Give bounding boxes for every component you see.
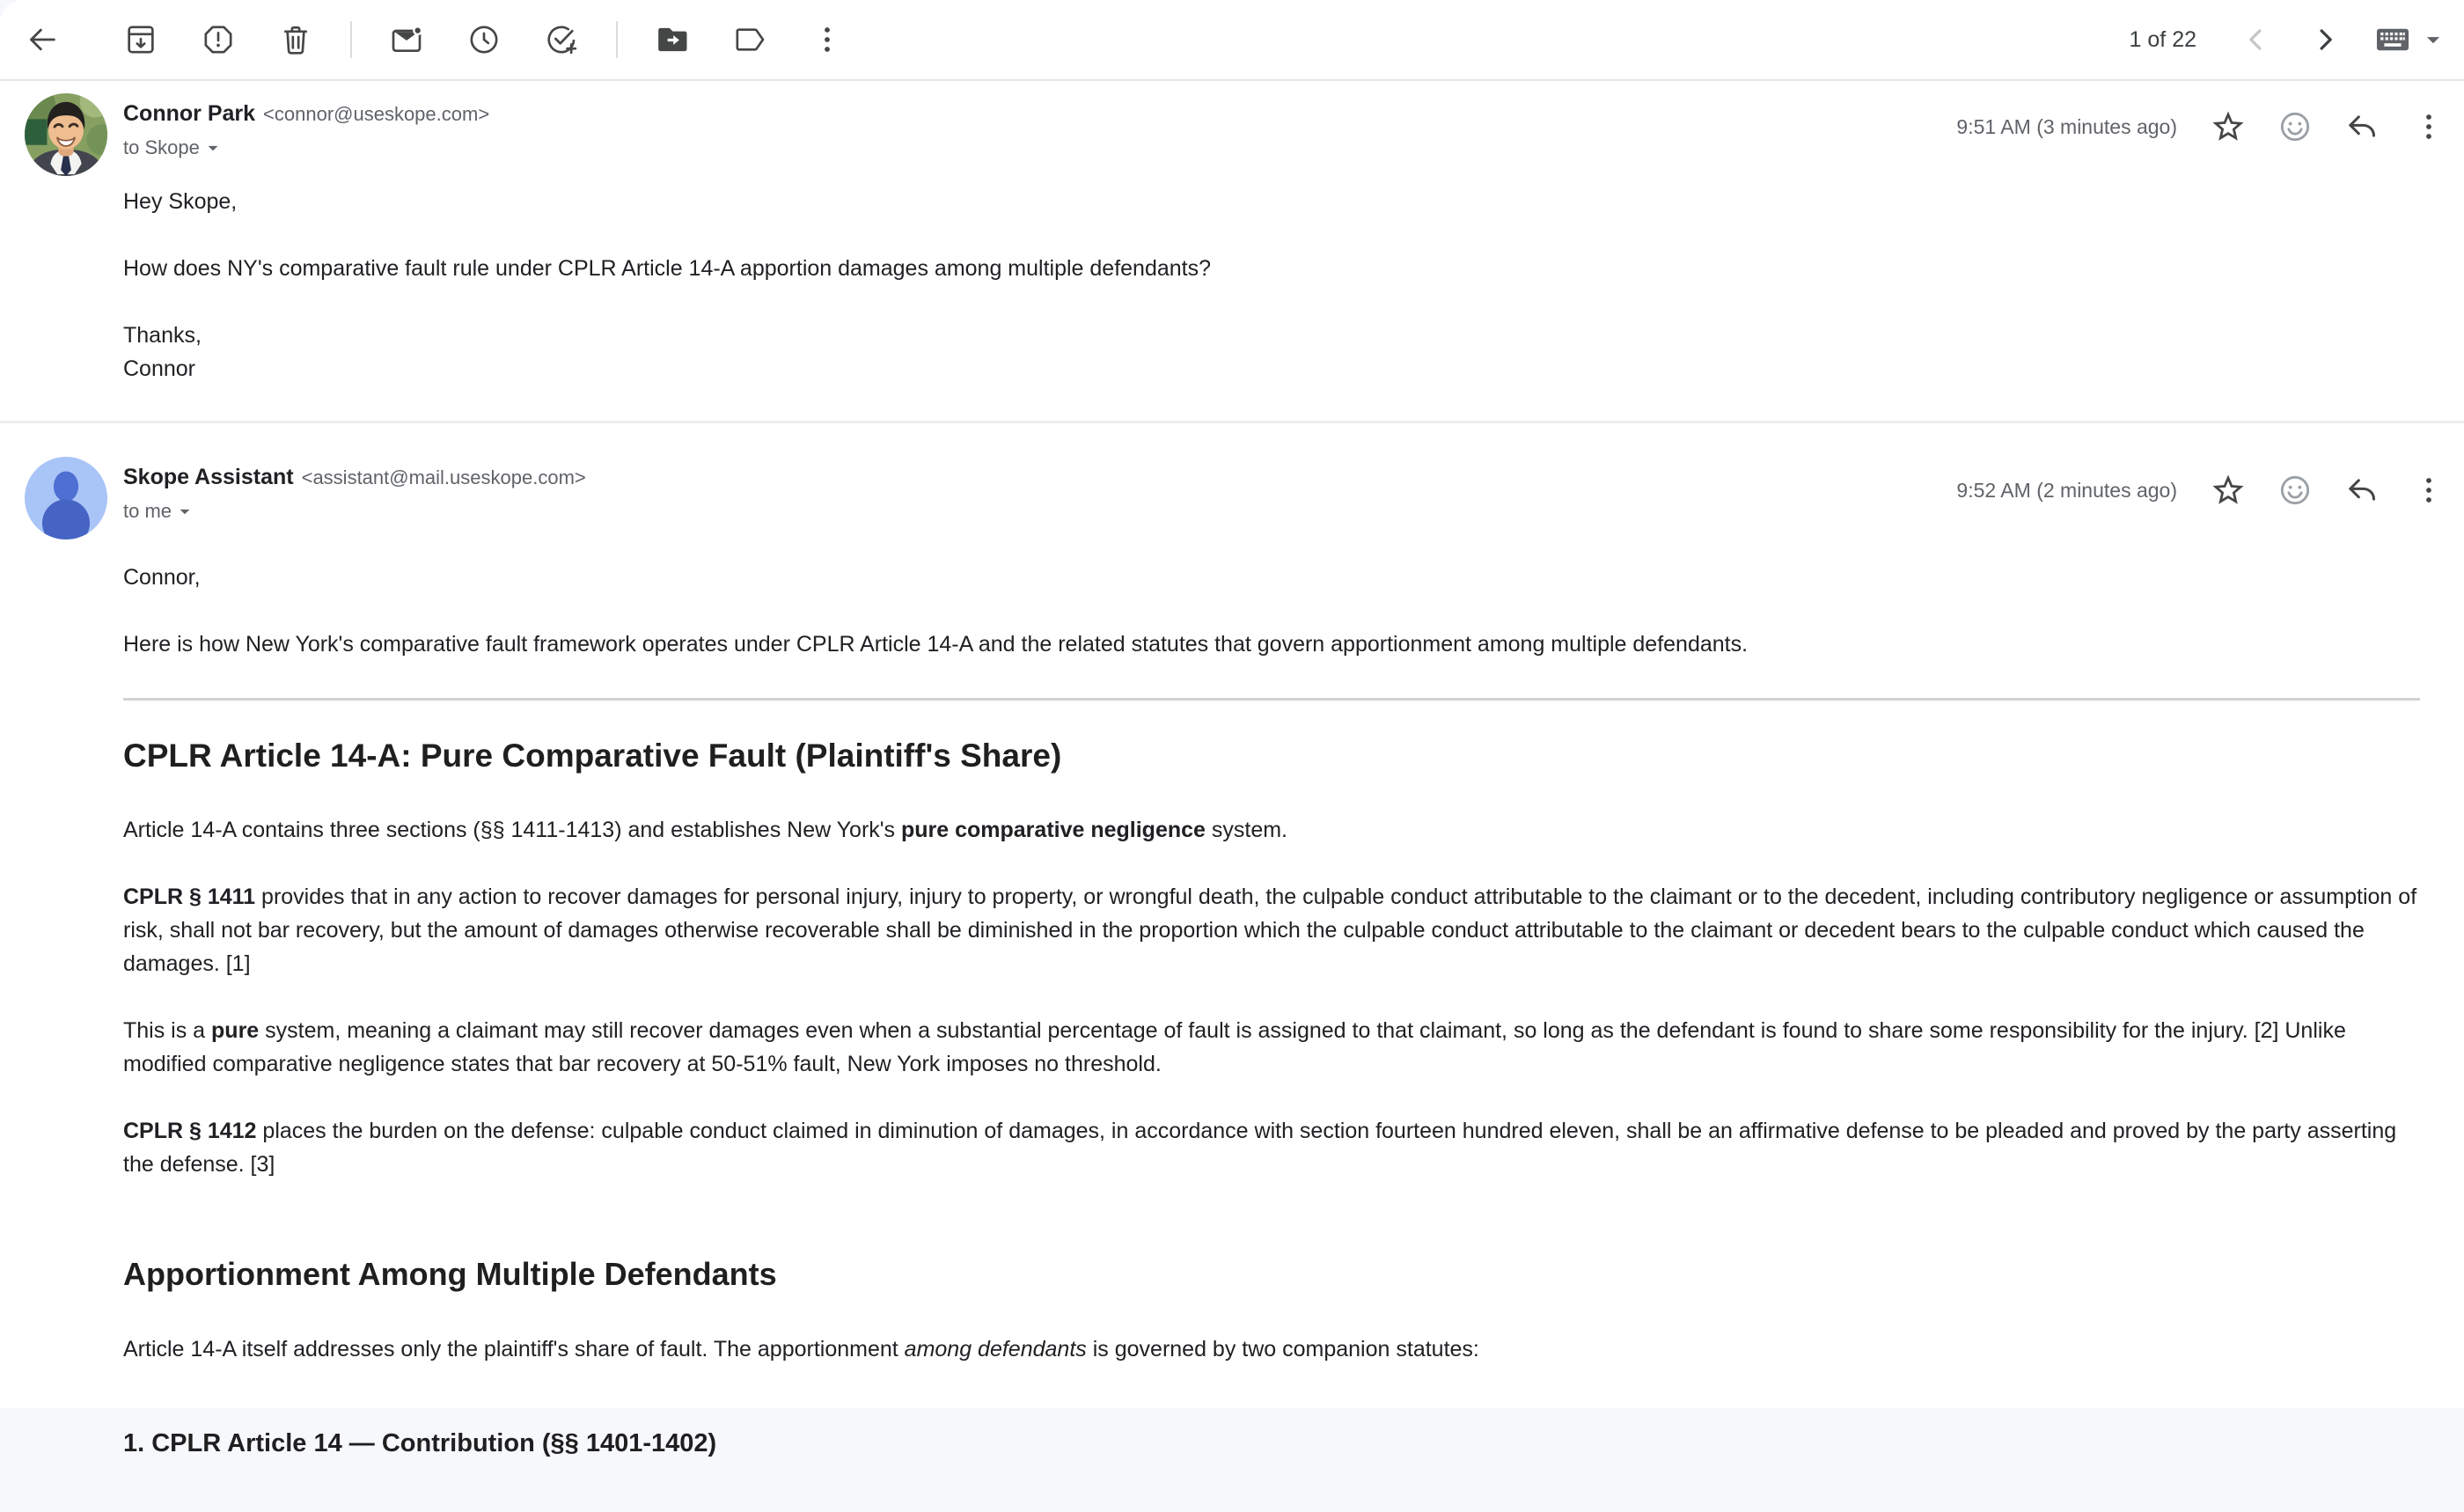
pagination-label: 1 of 22 [2129,26,2196,52]
emoji-button[interactable] [2272,467,2318,513]
move-to-button[interactable] [648,15,697,64]
add-to-tasks-button[interactable] [537,15,586,64]
move-to-folder-icon [655,22,690,57]
newer-conversation-button[interactable] [2232,15,2281,64]
generic-person-avatar [25,457,107,539]
email2-sender-block [123,457,1956,523]
snooze-button[interactable] [459,15,509,64]
email-message-1 [0,81,2464,421]
recipient-dropdown[interactable] [123,136,224,159]
email1-header [0,81,2464,176]
chevron-left-icon [2239,22,2274,57]
subsection-heading: 1. CPLR Article 14 — Contribution (§§ 1401-1402) [123,1429,717,1457]
star-button[interactable] [2205,104,2251,150]
archive-icon [123,22,158,57]
email2-header [0,423,2464,539]
timestamp: 9:51 AM (3 minutes ago) [1956,114,2177,138]
email1-signoff: Thanks, Connor [123,323,202,381]
email1-question: How does NY's comparative fault rule under CPLR Article 14-A apportion damages among multiple defendants? [123,256,1212,281]
sender-name: Skope Assistant [123,465,294,489]
email1-sender-block [123,93,1956,159]
report-spam-icon [201,22,236,57]
sender-avatar-connor[interactable] [25,93,107,176]
reply-button[interactable] [2339,467,2385,513]
keyboard-icon [2372,19,2413,60]
section2-heading: Apportionment Among Multiple Defendants [123,1256,777,1292]
toolbar-right-group [2130,15,2448,64]
toolbar-divider [350,21,352,58]
emoji-smile-icon [2277,473,2313,508]
mark-unread-button[interactable] [382,15,431,64]
sender-email: <assistant@mail.useskope.com> [301,466,586,488]
body-divider [123,698,2420,701]
cplr-1411-paragraph: CPLR § 1411 provides that in any action to recover damages for personal injury, injury to property, or wrongful death, the culpable conduct attributable to the claimant or to the decedent, including contributory negligence or assumption of risk, shall not bar recovery, but the amount of damages otherwise recoverable shall be diminished in the proportion which the culpable conduct attributable to the claimant or decedent bears to the culpable conduct which caused the damages. [1] [123,884,2417,976]
email2-intro: Here is how New York's comparative fault framework operates under CPLR Article 14-A and the related statutes that govern apportionment among multiple defendants. [123,632,1749,657]
emoji-button[interactable] [2272,104,2318,150]
chevron-right-icon [2307,22,2343,57]
label-icon [732,22,767,57]
connor-portrait [25,93,107,176]
pure-system-paragraph: This is a pure system, meaning a claimant may still recover damages even when a substantial percentage of fault is assigned to that claimant, so long as the defendant is found to share some responsibility for the injury. [2] Unlike modified comparative negligence states that bar recovery at 50-51% fault, New York imposes no threshold. [123,1018,2346,1076]
star-icon [2210,108,2247,145]
labels-button[interactable] [725,15,774,64]
recipient-label: to me [123,500,172,522]
toolbar-left-group [18,15,852,64]
snooze-icon [466,22,502,57]
email1-greeting: Hey Skope, [123,189,238,214]
older-conversation-button[interactable] [2300,15,2350,64]
add-to-tasks-icon [544,22,579,57]
reply-icon [2344,109,2380,144]
more-vert-icon [2411,109,2446,144]
mark-unread-icon [389,22,424,57]
more-vert-icon [2411,473,2446,508]
apportionment-paragraph: Article 14-A itself addresses only the plaintiff's share of fault. The apportionment among defendants is governed by two companion statutes: [123,1337,1479,1362]
overview-paragraph: Article 14-A contains three sections (§§ 1411-1413) and establishes New York's pure comparative negligence system. [123,818,1288,842]
message-more-button[interactable] [2406,104,2452,150]
section1-heading: CPLR Article 14-A: Pure Comparative Fault (Plaintiff's Share) [123,738,1062,774]
star-icon [2210,472,2247,509]
recipient-label: to Skope [123,136,200,158]
toolbar-divider [616,21,618,58]
delete-button[interactable] [271,15,320,64]
toolbar [0,0,2464,81]
sender-email: <connor@useskope.com> [263,103,490,125]
recipient-dropdown[interactable] [123,500,196,523]
emoji-smile-icon [2277,109,2313,144]
more-options-button[interactable] [803,15,852,64]
back-arrow-icon [25,22,60,57]
back-button[interactable] [18,15,67,64]
email1-actions [1956,93,2452,150]
arrow-drop-down-icon [2418,25,2448,55]
cplr-1412-paragraph: CPLR § 1412 places the burden on the defense: culpable conduct claimed in diminution of damages, in accordance with section fourteen hundred eleven, shall be an affirmative defense to be pleaded and proved by the party asserting the defense. [3] [123,1119,2397,1177]
reply-icon [2344,473,2380,508]
chevron-down-icon [173,500,196,523]
star-button[interactable] [2205,467,2251,513]
sender-avatar-assistant[interactable] [25,457,107,539]
email2-greeting: Connor, [123,565,201,590]
email1-body [0,176,2464,421]
email-message-2 [0,423,2464,1512]
archive-button[interactable] [116,15,165,64]
reply-button[interactable] [2339,104,2385,150]
report-spam-button[interactable] [194,15,243,64]
delete-icon [278,22,313,57]
sender-name: Connor Park [123,101,256,126]
chevron-down-icon [202,136,224,159]
email2-body [0,539,2464,1512]
more-vert-icon [810,22,845,57]
message-more-button[interactable] [2406,467,2452,513]
input-tools-toggle[interactable] [2372,19,2448,60]
email2-actions [1956,457,2452,513]
timestamp: 9:52 AM (2 minutes ago) [1956,478,2177,502]
